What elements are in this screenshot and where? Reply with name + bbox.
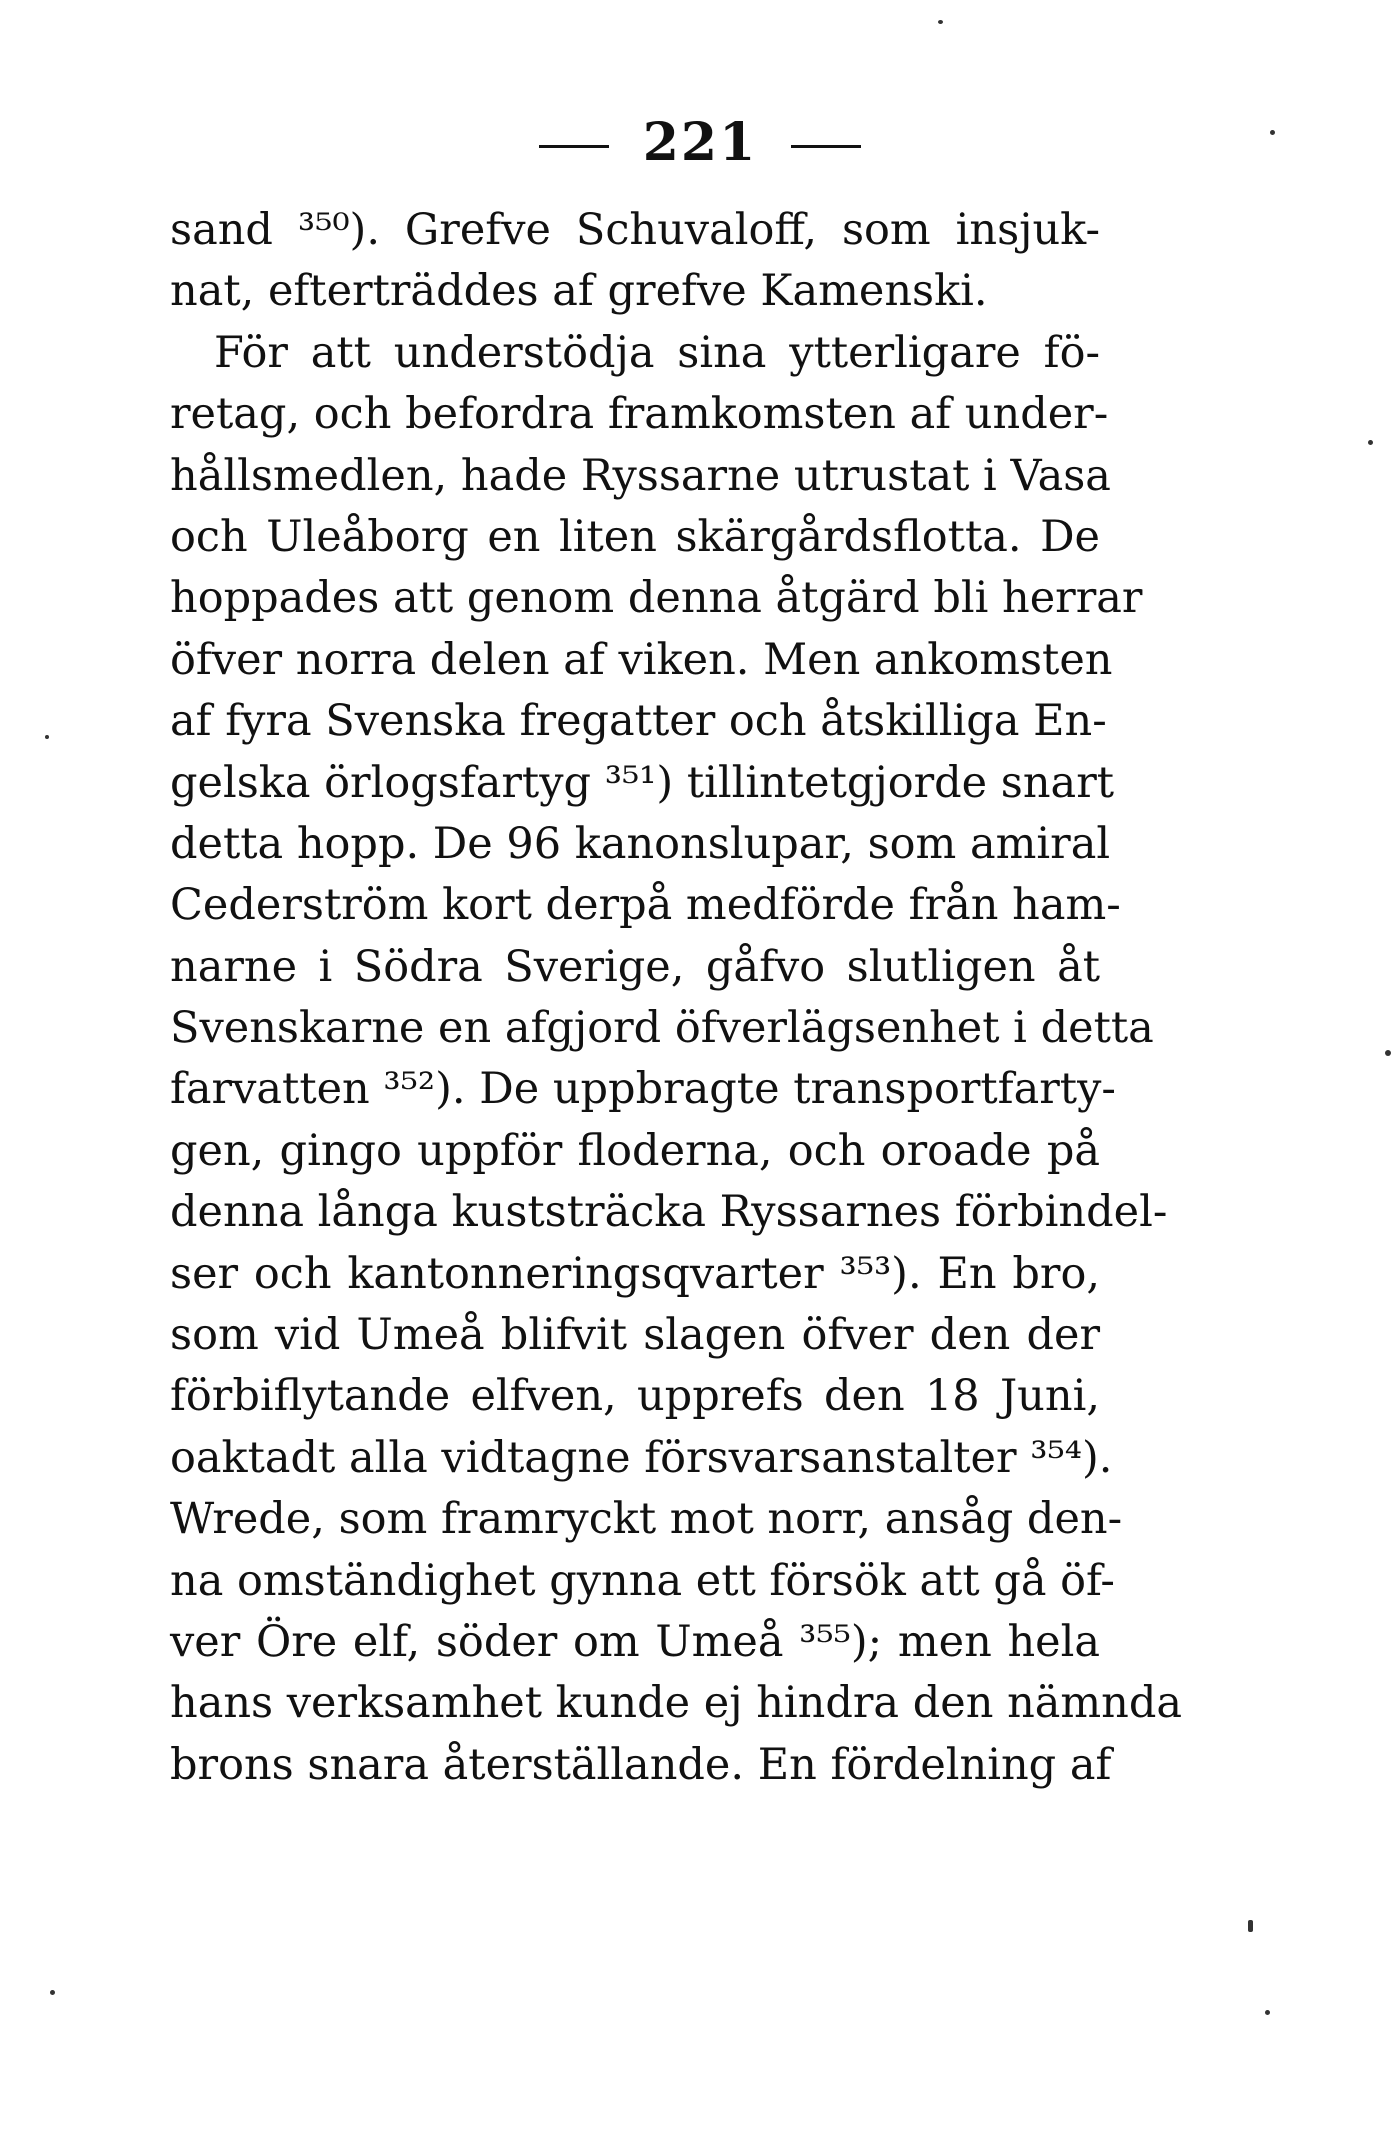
scan-speck <box>938 20 943 24</box>
text-line: hans verksamhet kunde ej hindra den nämnda <box>170 1678 1183 1729</box>
header-dash-right <box>791 145 861 148</box>
text-line: retag, och befordra framkomsten af under- <box>170 389 1109 440</box>
header-dash-left <box>539 145 609 148</box>
scan-speck <box>1385 1050 1391 1056</box>
page-number: 221 <box>642 112 758 173</box>
text-line: ver Öre elf, söder om Umeå ³⁵⁵); men hela <box>170 1616 1100 1667</box>
text-line: och Uleåborg en liten skärgårdsflotta. De <box>170 511 1100 562</box>
text-line: ser och kantonneringsqvarter ³⁵³). En bro, <box>170 1248 1100 1299</box>
scan-speck <box>1248 1920 1253 1932</box>
scan-speck <box>1270 130 1275 135</box>
body-text <box>170 200 1183 1796</box>
text-line: gen, gingo uppför floderna, och oroade på <box>170 1125 1100 1176</box>
text-line: hoppades att genom denna åtgärd bli herrar <box>170 573 1143 624</box>
scan-speck <box>1368 440 1373 445</box>
text-line: förbiflytande elfven, upprefs den 18 Juni, <box>170 1371 1100 1422</box>
text-line: brons snara återställande. En fördelning af <box>170 1739 1112 1790</box>
text-line: oaktadt alla vidtagne försvarsanstalter ³⁵⁴). <box>170 1432 1113 1483</box>
text-line: Svenskarne en afgjord öfverlägsenhet i detta <box>170 1003 1154 1054</box>
page-header <box>0 112 1400 173</box>
text-line: detta hopp. De 96 kanonslupar, som amiral <box>170 818 1111 869</box>
text-line: För att understödja sina ytterligare fö- <box>214 327 1100 378</box>
scan-speck <box>45 735 49 739</box>
text-line: af fyra Svenska fregatter och åtskilliga En- <box>170 696 1107 747</box>
scan-speck <box>50 1990 55 1995</box>
text-line: Wrede, som framryckt mot norr, ansåg den- <box>170 1494 1123 1545</box>
text-line: hållsmedlen, hade Ryssarne utrustat i Vasa <box>170 450 1111 501</box>
text-line: Cederström kort derpå medförde från ham- <box>170 880 1121 931</box>
text-line: sand ³⁵⁰). Grefve Schuvaloff, som insjuk- <box>170 205 1100 255</box>
text-line: som vid Umeå blifvit slagen öfver den der <box>170 1310 1100 1361</box>
text-line: nat, efterträddes af grefve Kamenski. <box>170 266 988 317</box>
scan-speck <box>1265 2010 1270 2015</box>
text-line: na omständighet gynna ett försök att gå öf- <box>170 1555 1115 1606</box>
text-line: narne i Södra Sverige, gåfvo slutligen åt <box>170 941 1100 992</box>
text-line: öfver norra delen af viken. Men ankomsten <box>170 634 1113 685</box>
text-line: denna långa kuststräcka Ryssarnes förbindel- <box>170 1187 1168 1238</box>
text-line: gelska örlogsfartyg ³⁵¹) tillintetgjorde snart <box>170 757 1115 808</box>
text-line: farvatten ³⁵²). De uppbragte transportfarty- <box>170 1064 1116 1115</box>
